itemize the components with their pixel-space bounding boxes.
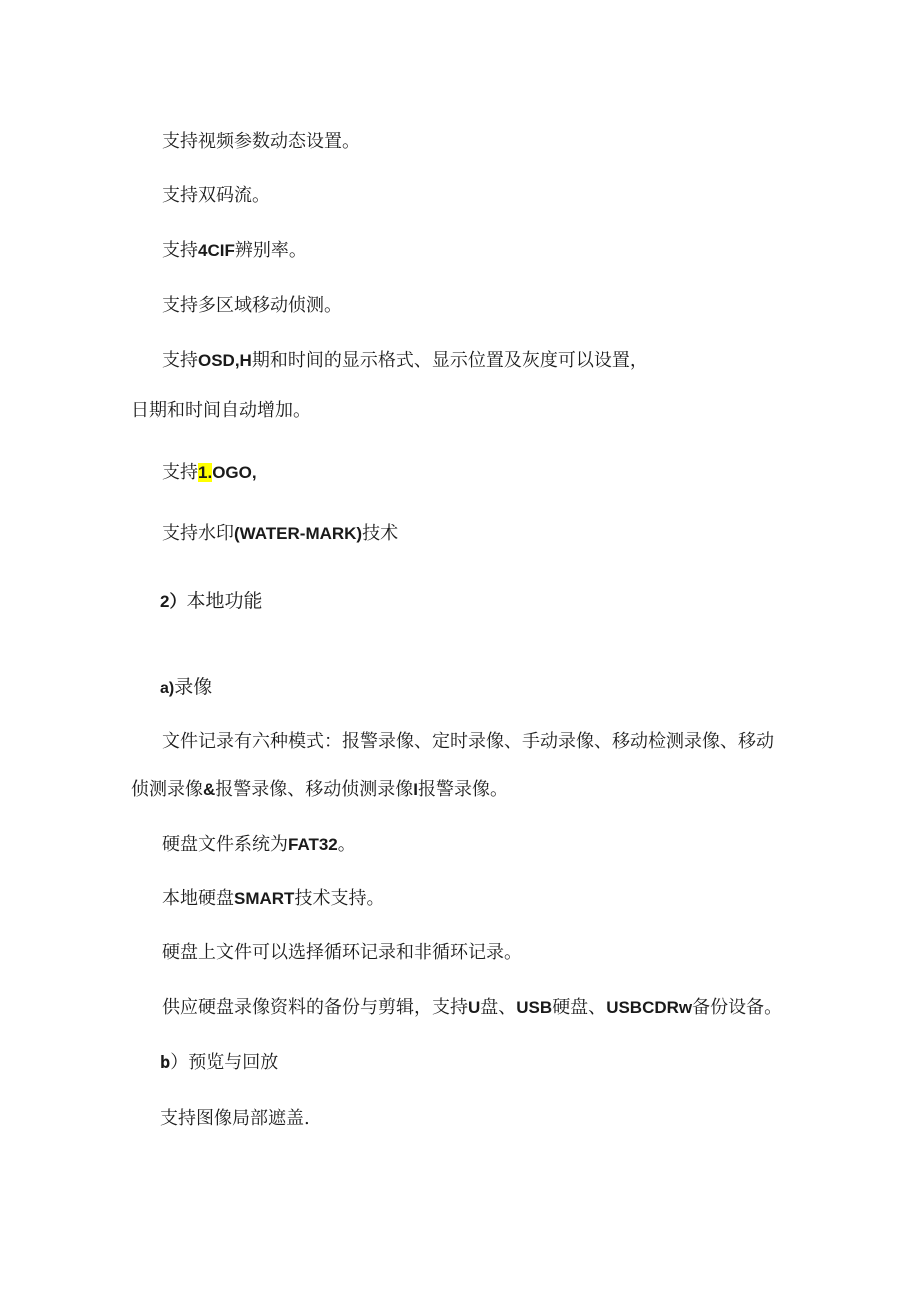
line-text: 辨别率。 bbox=[234, 240, 307, 261]
text-line bbox=[162, 730, 774, 754]
text-line bbox=[162, 941, 522, 965]
latin-term: OGO, bbox=[212, 463, 257, 482]
text-line bbox=[162, 522, 398, 546]
line-text: 技术支持。 bbox=[294, 888, 385, 909]
text-line bbox=[131, 778, 508, 802]
line-text: 报警录像、移动侦测录像 bbox=[215, 779, 414, 800]
line-text: 期和时间的显示格式、显示位置及灰度可以设置， bbox=[251, 350, 648, 371]
line-text: 技术 bbox=[362, 523, 399, 544]
latin-term: USBCDRw bbox=[606, 998, 693, 1017]
line-text: 本地硬盘 bbox=[162, 888, 234, 909]
text-line bbox=[162, 239, 307, 263]
line-text: 硬盘上文件可以选择循环记录和非循环记录。 bbox=[162, 942, 522, 963]
text-line bbox=[162, 996, 782, 1020]
latin-term: OSD,H bbox=[198, 351, 252, 370]
line-text: 支持双码流。 bbox=[162, 185, 270, 206]
line-text: 支持图像局部遮盖. bbox=[160, 1108, 310, 1129]
subsection-heading bbox=[160, 675, 212, 701]
line-text: 硬盘文件系统为 bbox=[162, 834, 288, 855]
latin-term: U bbox=[468, 998, 481, 1017]
latin-term: (WATER-MARK) bbox=[234, 524, 363, 543]
subsection-number: b bbox=[160, 1053, 171, 1073]
subsection-number: a) bbox=[160, 680, 175, 697]
line-text: 供应硬盘录像资料的备份与剪辑，支持 bbox=[162, 997, 468, 1018]
line-text: 备份设备。 bbox=[692, 997, 783, 1018]
subsection-heading bbox=[160, 1051, 278, 1075]
line-text: 。 bbox=[337, 834, 356, 855]
subsection-title: ）预览与回放 bbox=[170, 1052, 279, 1073]
text-line bbox=[162, 349, 648, 373]
latin-term: USB bbox=[516, 998, 553, 1017]
line-text: 硬盘、 bbox=[552, 997, 607, 1018]
text-line bbox=[160, 1107, 310, 1131]
latin-term: FAT32 bbox=[288, 835, 338, 854]
line-text: 日期和时间自动增加。 bbox=[131, 400, 311, 421]
line-text: 报警录像。 bbox=[418, 779, 509, 800]
text-line bbox=[162, 833, 356, 857]
text-line bbox=[162, 184, 270, 208]
text-line bbox=[162, 887, 384, 911]
line-text: 支持 bbox=[162, 350, 198, 371]
highlighted-text: 1. bbox=[198, 463, 213, 482]
latin-term: 4CIF bbox=[198, 241, 235, 260]
section-number: 2） bbox=[160, 592, 187, 611]
line-text: 盘、 bbox=[480, 997, 517, 1018]
line-text: 支持多区域移动侦测。 bbox=[162, 295, 342, 316]
section-title: 本地功能 bbox=[186, 590, 263, 612]
line-text: 文件记录有六种模式：报警录像、定时录像、手动录像、移动检测录像、移动 bbox=[162, 731, 774, 752]
text-line bbox=[162, 130, 360, 154]
line-text: 支持视频参数动态设置。 bbox=[162, 131, 360, 152]
latin-term: I bbox=[413, 780, 419, 799]
line-text: 侦测录像 bbox=[131, 779, 203, 800]
line-text: 支持 bbox=[162, 462, 198, 483]
line-text: 支持 bbox=[162, 240, 198, 261]
latin-term: & bbox=[203, 780, 216, 799]
section-heading bbox=[160, 589, 262, 614]
subsection-title: 录像 bbox=[174, 676, 213, 698]
text-line bbox=[131, 399, 311, 423]
text-line bbox=[162, 294, 342, 318]
text-line bbox=[162, 461, 257, 485]
latin-term: SMART bbox=[234, 889, 295, 908]
line-text: 支持水印 bbox=[162, 523, 234, 544]
